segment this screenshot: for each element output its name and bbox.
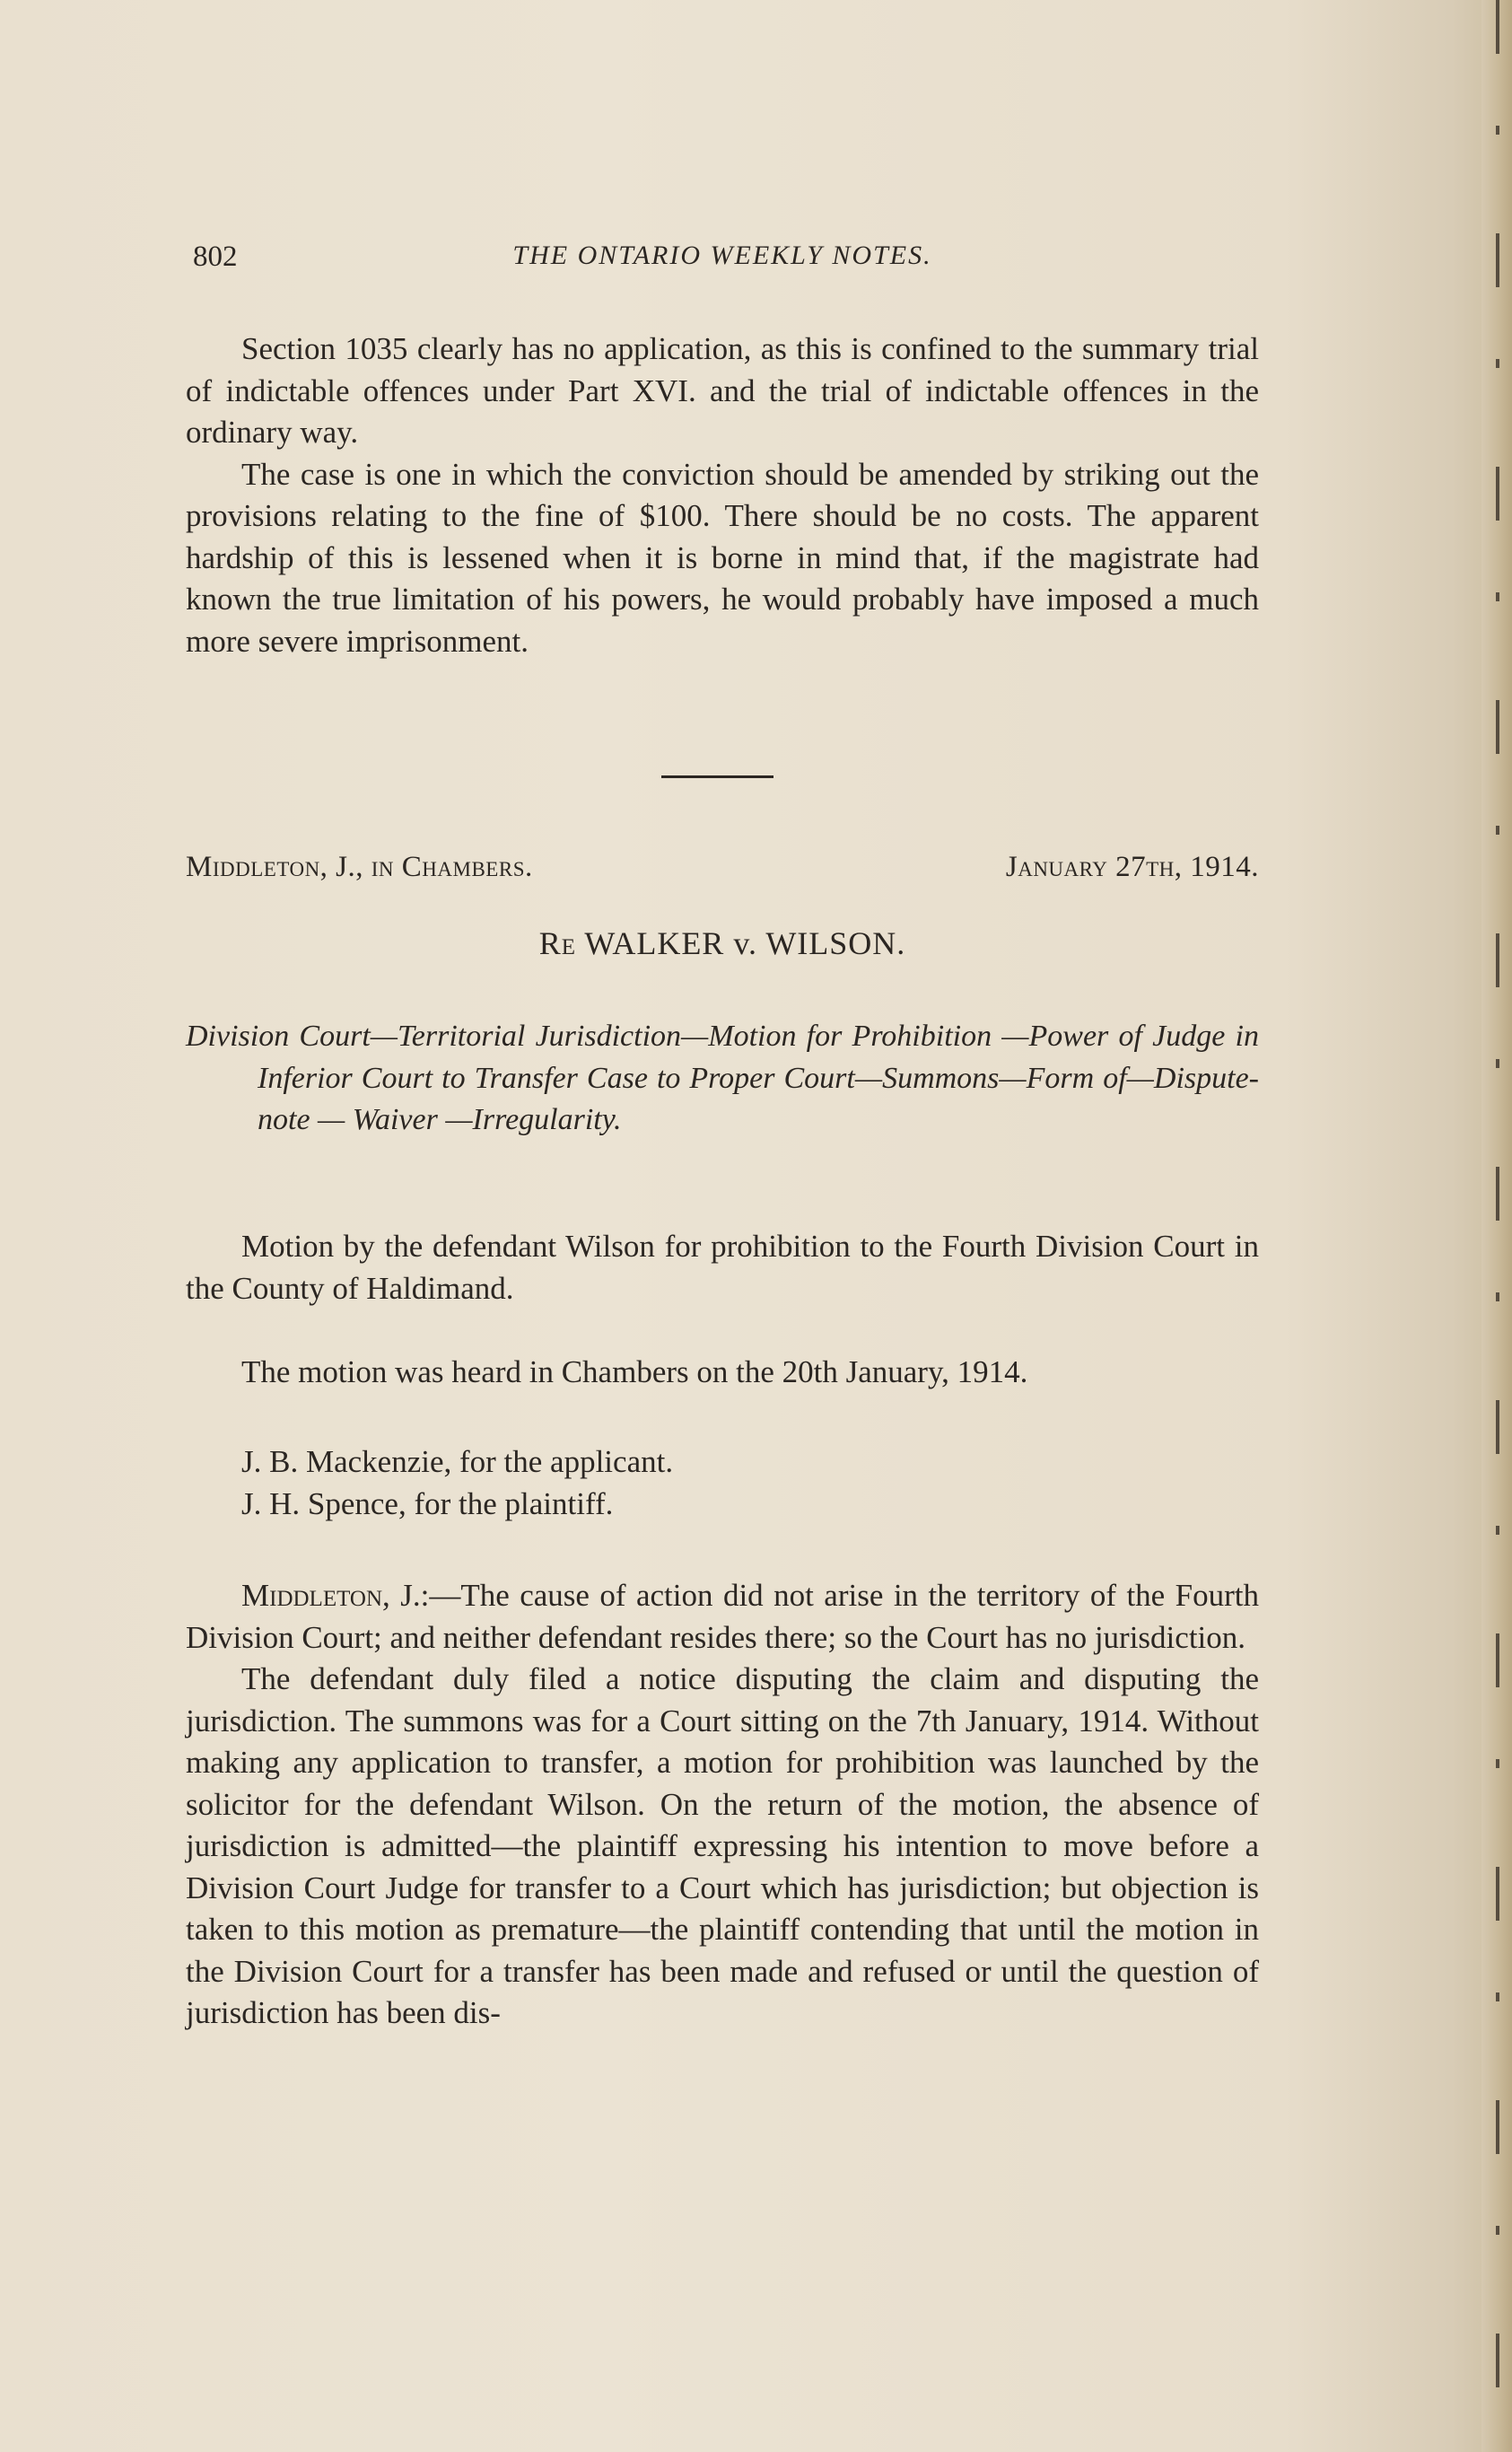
judge-line: Middleton, J., in Chambers. [186, 851, 533, 883]
running-title: THE ONTARIO WEEKLY NOTES. [512, 241, 932, 270]
case-title-name: WALKER v. WILSON. [584, 925, 906, 961]
section-divider [661, 775, 773, 778]
counsel-applicant: J. B. Mackenzie, for the applicant. [241, 1444, 674, 1479]
hearing-paragraph [186, 1352, 1259, 1394]
motion-paragraph [186, 1226, 1259, 1309]
page-number: 802 [193, 241, 238, 273]
paragraph: The motion was heard in Chambers on the 20th January, 1914. [241, 1354, 1028, 1389]
page-header [186, 241, 1259, 282]
binding-shadow [1496, 0, 1499, 2452]
paragraph [186, 1575, 1259, 1659]
paragraph: Motion by the defendant Wilson for prohibition to the Fourth Division Court in the County of Haldimand. [186, 1229, 1259, 1306]
paragraph: Section 1035 clearly has no application, as this is confined to the summary trial of indictable offences under Part XVI. and the trial of indictable offences in the ordinary way. [186, 331, 1259, 450]
judgment-text [186, 1575, 1259, 2035]
case-title [186, 924, 1259, 962]
date-line: January 27th, 1914. [1005, 851, 1259, 883]
headnote: Division Court—Territorial Jurisdiction—Motion for Prohibition —Power of Judge in Inferior Court to Transfer Case to Proper Court—Summons—Form of—Dispute-note — Waiver —Irregularity. [186, 1020, 1259, 1136]
paragraph: The case is one in which the conviction should be amended by striking out the provisions relating to the fine of $100. There should be no costs. The apparent hardship of this is lessened when it is borne in mind that, if the magistrate had known the true limitation of his powers, he would probably have imposed a much more severe imprisonment. [186, 456, 1259, 659]
opening-text [186, 328, 1259, 662]
judge-name: Middleton, J. [241, 1578, 421, 1613]
paragraph: The defendant duly filed a notice disputing the claim and disputing the jurisdiction. The summons was for a Court sitting on the 7th January, 1914. Without making any application to transfer, a motion for prohibition was launched by the solicitor for the defendant Wilson. On the return of the motion, the absence of jurisdiction is admitted—the plaintiff expressing his intention to move before a Division Court Judge for transfer to a Court which has jurisdiction; but objection is taken to this motion as premature—the plaintiff contending that until the motion in the Division Court for a transfer has been made and refused or until the question of jurisdiction has been dis- [186, 1661, 1259, 2030]
case-title-prefix: Re [538, 925, 576, 961]
counsel-plaintiff: J. H. Spence, for the plaintiff. [241, 1486, 614, 1521]
judgment-first-text: :—The cause of action did not arise in the territory of the Fourth Division Court; and neither defendant resides there; so the Court has no jurisdiction. [186, 1578, 1260, 1655]
